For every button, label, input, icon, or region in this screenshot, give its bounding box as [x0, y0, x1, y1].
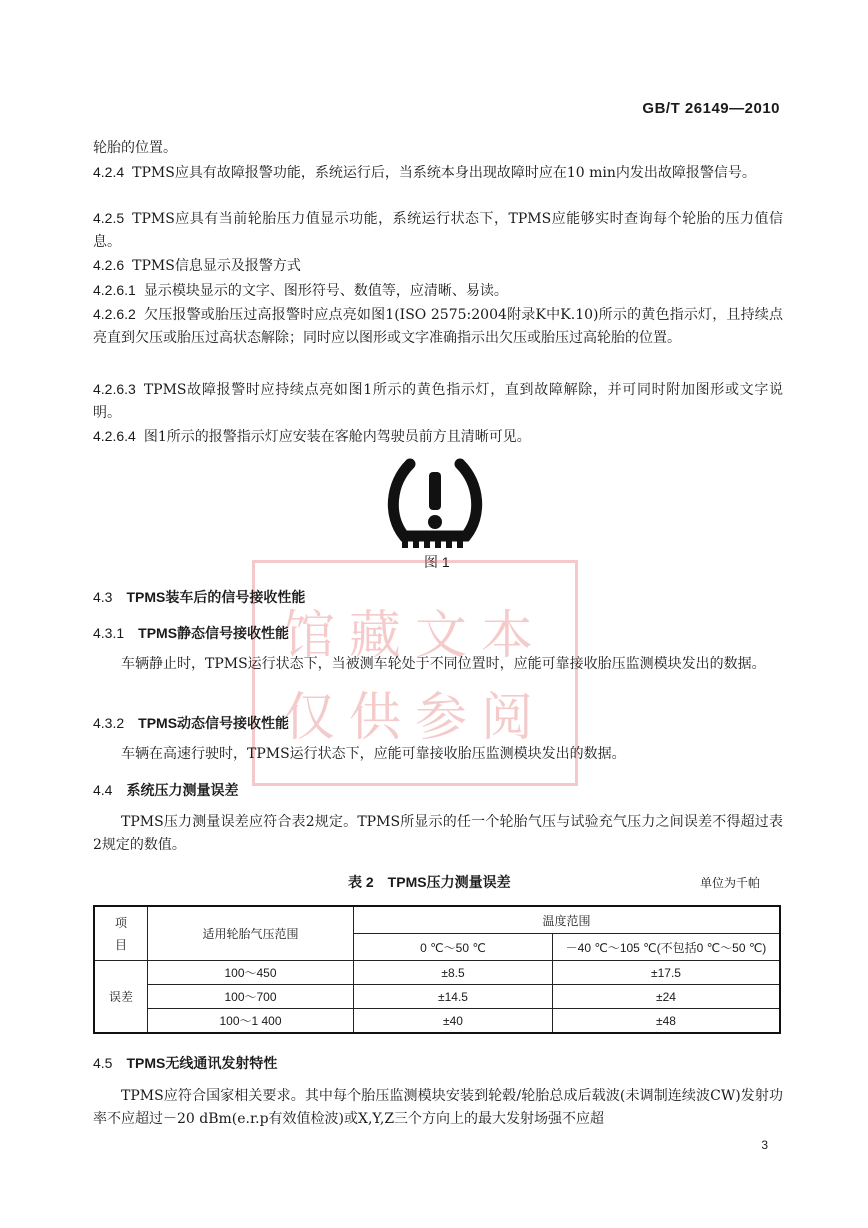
cell-t1: ±8.5	[354, 961, 553, 985]
cell-t1: ±40	[354, 1009, 553, 1034]
cell-t2: ±48	[553, 1009, 781, 1034]
header-temp-2: －40 ℃～105 ℃(不包括0 ℃～50 ℃)	[553, 934, 781, 961]
header-temperature: 温度范围	[354, 906, 781, 934]
paragraph-4-2-4: 4.2.4 TPMS应具有故障报警功能，系统运行后，当系统本身出现故障时应在10 min内发出故障报警信号。	[93, 164, 756, 181]
header-range: 适用轮胎气压范围	[148, 906, 354, 961]
cell-range: 100～450	[148, 961, 354, 985]
cell-range: 100～700	[148, 985, 354, 1009]
paragraph-4-2-6-1: 4.2.6.1 显示模块显示的文字、图形符号、数值等，应清晰、易读。	[93, 282, 508, 299]
watermark-line-1: 馆藏文本	[283, 606, 548, 666]
paragraph-4-2-6: 4.2.6 TPMS信息显示及报警方式	[93, 257, 301, 274]
header-item: 项 目	[94, 906, 148, 961]
paragraph-continuation: 轮胎的位置。	[93, 140, 177, 156]
table-unit: 单位为千帕	[700, 876, 761, 890]
table-title: 表 2 TPMS压力测量误差	[348, 874, 511, 890]
heading-4-3-2: 4.3.2 TPMS动态信号接收性能	[93, 715, 290, 731]
standard-number: GB/T 26149—2010	[642, 100, 780, 117]
cell-range: 100～1 400	[148, 1009, 354, 1034]
paragraph-4-2-6-4: 4.2.6.4 图1所示的报警指示灯应安装在客舱内驾驶员前方且清晰可见。	[93, 428, 531, 445]
heading-4-3-1: 4.3.1 TPMS静态信号接收性能	[93, 625, 290, 641]
heading-4-4: 4.4 系统压力测量误差	[93, 782, 239, 798]
paragraph-4-5: TPMS应符合国家相关要求。其中每个胎压监测模块安装到轮毂/轮胎总成后载波(未调制连续波CW)发射功率不应超过－20 dBm(e.r.p有效值检波)或X,Y,Z三个方向上的最大发射场强不应超	[93, 1088, 783, 1127]
table-row	[94, 985, 780, 1009]
heading-4-5: 4.5 TPMS无线通讯发射特性	[93, 1055, 278, 1071]
table-row	[94, 1009, 780, 1034]
tpms-warning-icon	[382, 458, 488, 550]
figure-caption: 图 1	[424, 554, 450, 570]
paragraph-4-2-6-3: 4.2.6.3 TPMS故障报警时应持续点亮如图1所示的黄色指示灯，直到故障解除，并可同时附加图形或文字说明。	[93, 381, 783, 421]
watermark-line-2: 仅供参阅	[283, 688, 548, 748]
table-row	[94, 961, 780, 985]
heading-4-3: 4.3 TPMS装车后的信号接收性能	[93, 589, 306, 605]
pressure-error-table	[93, 905, 781, 1034]
cell-t1: ±14.5	[354, 985, 553, 1009]
paragraph-4-2-5: 4.2.5 TPMS应具有当前轮胎压力值显示功能，系统运行状态下，TPMS应能够实时查询每个轮胎的压力值信息。	[93, 210, 783, 250]
page-number: 3	[761, 1138, 768, 1152]
cell-t2: ±24	[553, 985, 781, 1009]
cell-t2: ±17.5	[553, 961, 781, 985]
paragraph-4-4: TPMS压力测量误差应符合表2规定。TPMS所显示的任一个轮胎气压与试验充气压力之间误差不得超过表2规定的数值。	[93, 814, 783, 853]
paragraph-4-3-1: 车辆静止时，TPMS运行状态下，当被测车轮处于不同位置时，应能可靠接收胎压监测模块发出的数据。	[121, 656, 766, 672]
paragraph-4-2-6-2: 4.2.6.2 欠压报警或胎压过高报警时应点亮如图1(ISO 2575:2004附录K中K.10)所示的黄色指示灯，且持续点亮直到欠压或胎压过高状态解除；同时应以图形或文字准确指示出欠压或胎压过高轮胎的位置。	[93, 306, 783, 346]
header-temp-1: 0 ℃～50 ℃	[354, 934, 553, 961]
row-label-error: 误差	[94, 961, 148, 1034]
paragraph-4-3-2: 车辆在高速行驶时，TPMS运行状态下，应能可靠接收胎压监测模块发出的数据。	[121, 746, 626, 762]
